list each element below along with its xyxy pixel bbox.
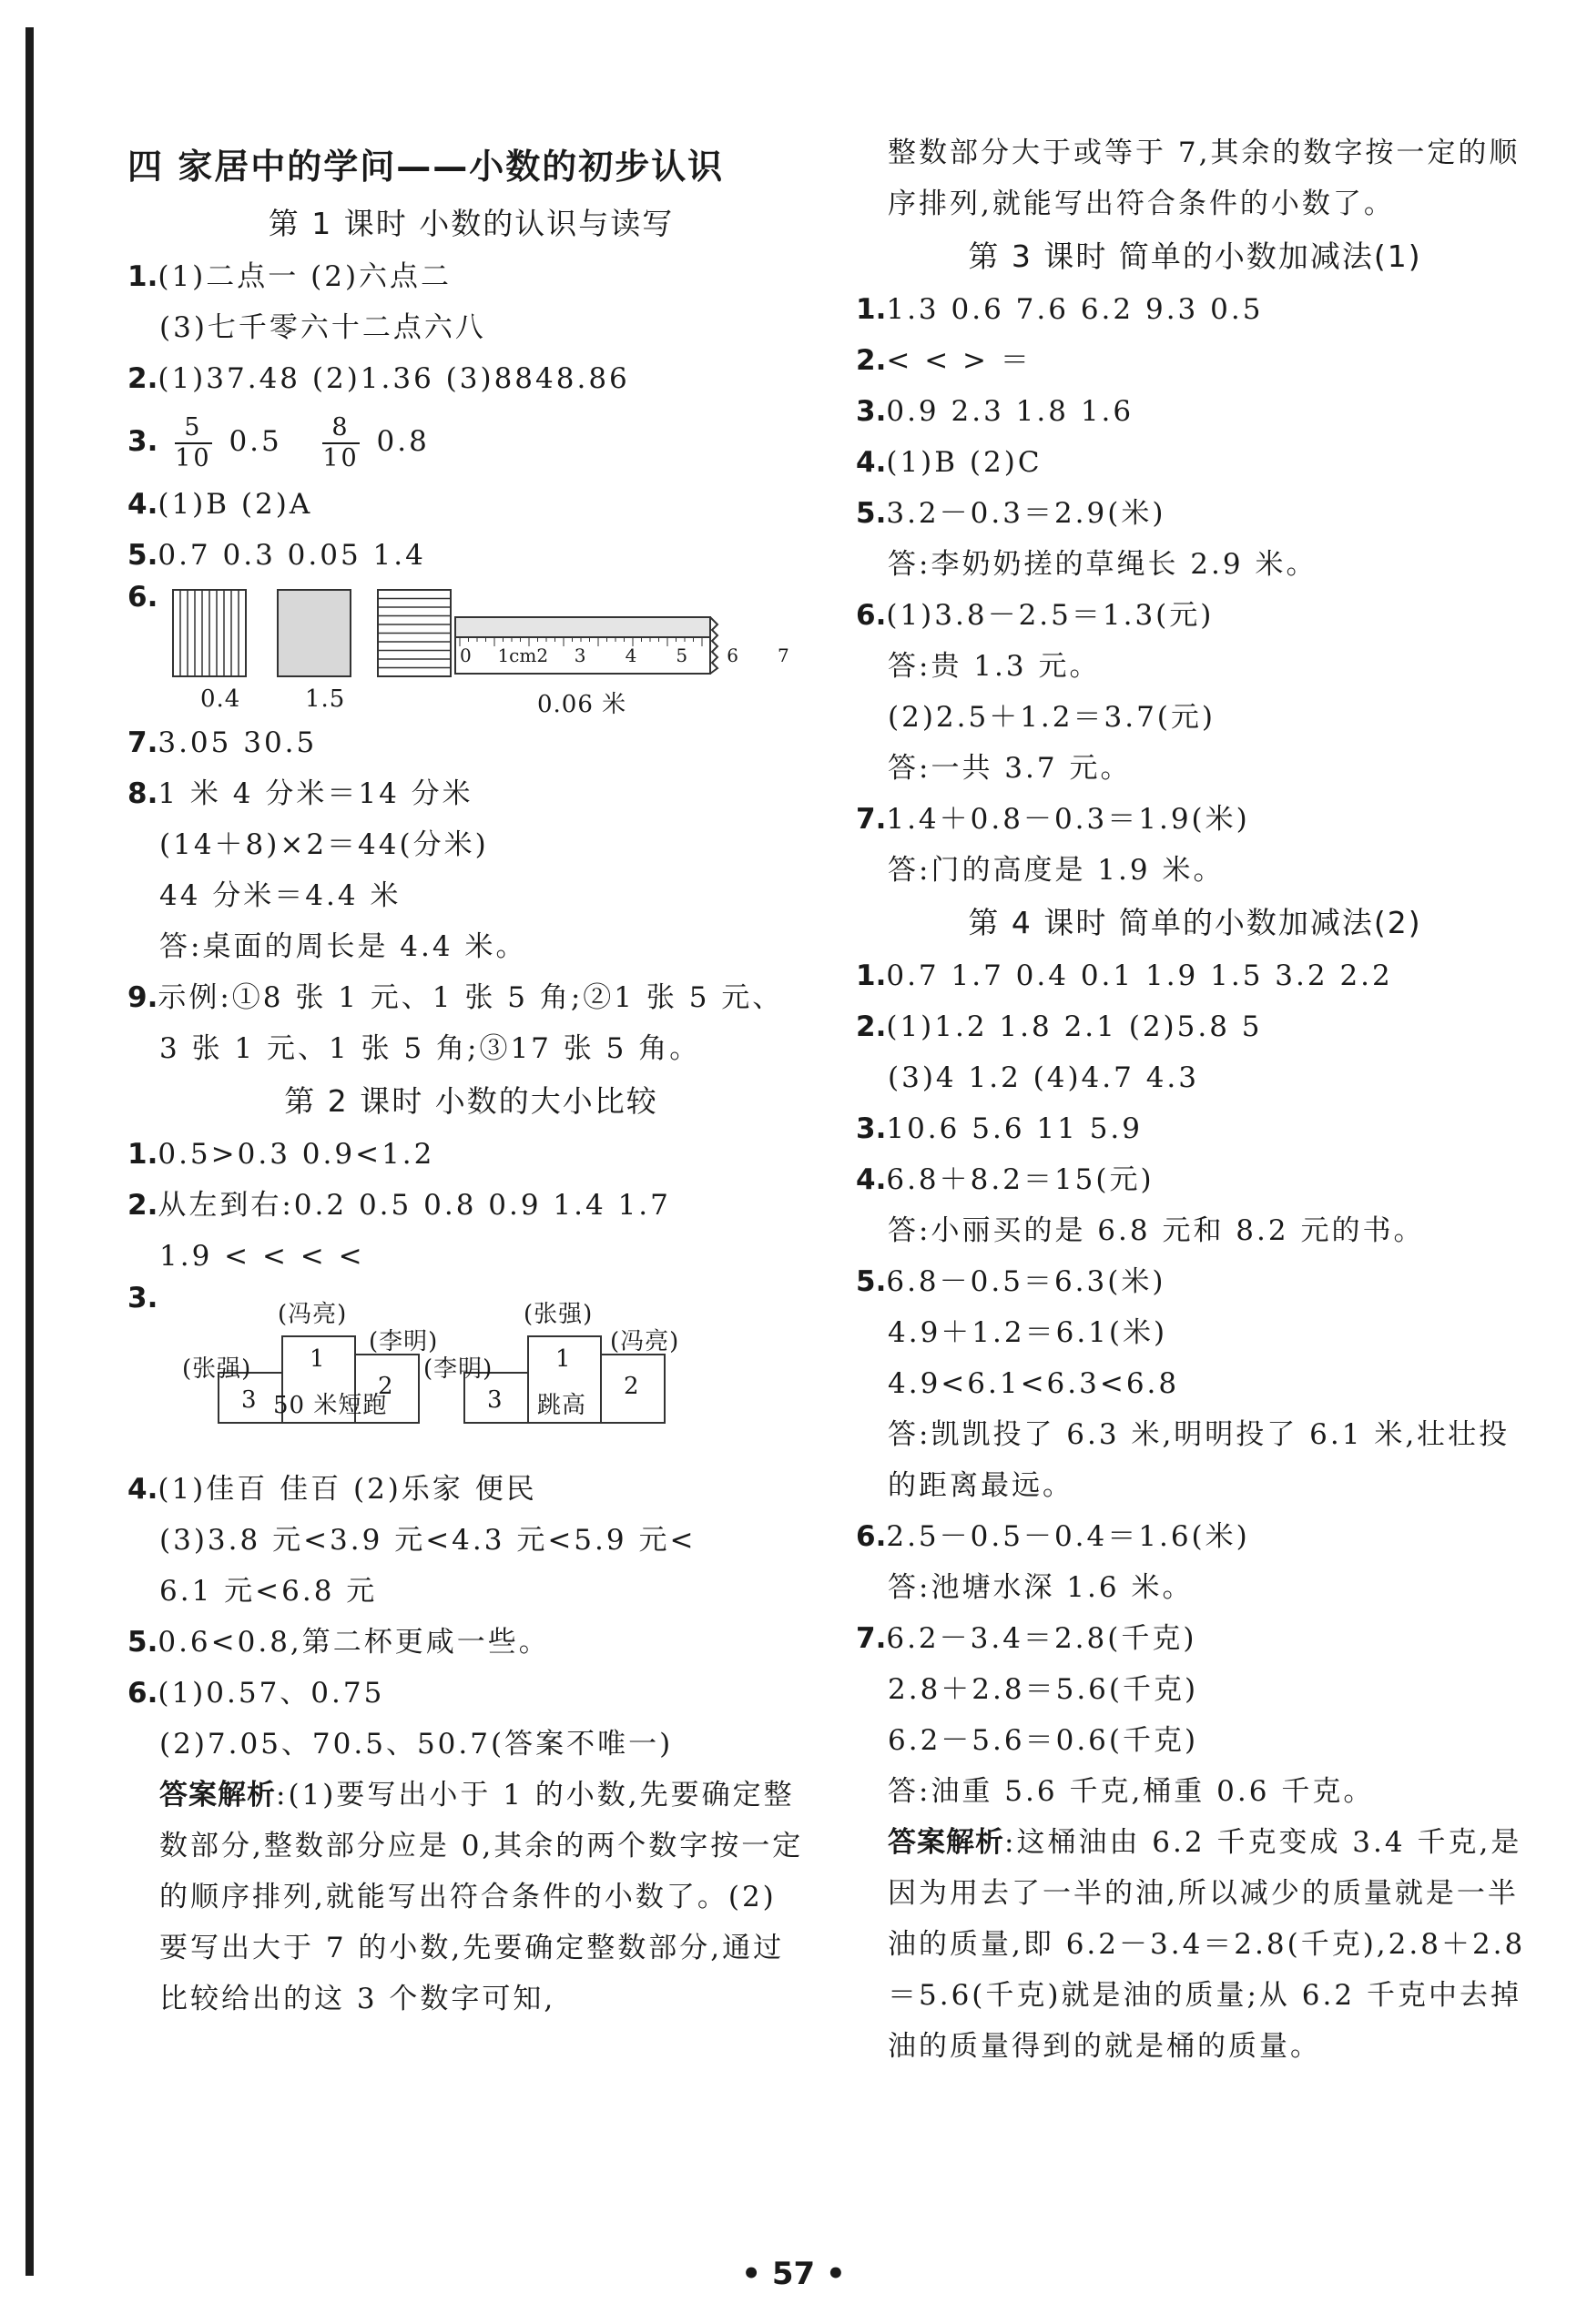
- right-rank-1: 1: [555, 1345, 572, 1373]
- l3-q6-c: (2)2.5＋1.2＝3.7(元): [888, 701, 1216, 734]
- l4-q2-b: (3)4 1.2 (4)4.7 4.3: [888, 1061, 1200, 1094]
- l1-q1: 1.(1)二点一 (2)六点二: [127, 260, 453, 293]
- left-third: (张强): [182, 1355, 252, 1383]
- l1-q6-figure: 6. 0.4 1.5 0.06 米 0 1cm2 3 4 5 6 7: [127, 581, 815, 717]
- lesson-3-title: 第 3 课时 简单的小数加减法(1): [968, 238, 1422, 274]
- l4-q6: 6.2.5－0.5－0.4＝1.6(米): [856, 1520, 1250, 1553]
- page-number: • 57 •: [741, 2256, 846, 2292]
- ruler-numbers: 0 1cm2 3 4 5 6 7: [460, 644, 789, 666]
- l1-q4: 4.(1)B (2)A: [127, 488, 313, 521]
- label-0.06m: 0.06 米: [537, 691, 627, 718]
- l4-q7: 7.6.2－3.4＝2.8(千克): [856, 1622, 1197, 1655]
- label-0.4: 0.4: [200, 685, 241, 713]
- right-second: (冯亮): [610, 1328, 680, 1355]
- l3-q7-b: 答:门的高度是 1.9 米。: [888, 854, 1225, 887]
- l4-q7-b: 2.8＋2.8＝5.6(千克): [888, 1673, 1199, 1706]
- left-first: (冯亮): [278, 1301, 348, 1328]
- right-event: 跳高: [537, 1392, 587, 1419]
- l3-q7: 7.1.4＋0.8－0.3＝1.9(米): [856, 803, 1250, 836]
- fraction: $\frac{5}{10}$: [175, 412, 212, 472]
- l4-q5-d: 答:凯凯投了 6.3 米,明明投了 6.1 米,壮壮投的距离最远。: [888, 1418, 1511, 1502]
- left-rank-2: 2: [378, 1373, 394, 1400]
- l1-q8-b: (14＋8)×2＝44(分米): [159, 828, 489, 861]
- left-rank-1: 1: [310, 1345, 326, 1373]
- left-column: [127, 137, 815, 2025]
- l4-q5-c: 4.9<6.1<6.3<6.8: [888, 1367, 1180, 1400]
- l2-q1: 1.0.5>0.3 0.9<1.2: [127, 1138, 435, 1171]
- l1-q9: 9.示例:①8 张 1 元、1 张 5 角;②1 张 5 元、: [127, 981, 784, 1014]
- left-event: 50 米短跑: [273, 1392, 388, 1419]
- l1-q7: 7.3.05 30.5: [127, 726, 318, 759]
- l1-q3: 3. $\frac{5}{10}$ 0.5 $\frac{8}{10}$ 0.8: [127, 412, 430, 472]
- l4-q1: 1.0.7 1.7 0.4 0.1 1.9 1.5 3.2 2.2: [856, 959, 1393, 992]
- right-rank-2: 2: [624, 1373, 640, 1400]
- l3-q5-b: 答:李奶奶搓的草绳长 2.9 米。: [888, 548, 1317, 581]
- l4-q3: 3.10.6 5.6 11 5.9: [856, 1112, 1143, 1145]
- l1-q1-cont: (3)七千零六十二点六八: [159, 311, 486, 344]
- l1-q8-d: 答:桌面的周长是 4.4 米。: [159, 930, 527, 963]
- l3-q6: 6.(1)3.8－2.5＝1.3(元): [856, 599, 1215, 632]
- continued-analysis: 整数部分大于或等于 7,其余的数字按一定的顺序排列,就能写出符合条件的小数了。: [888, 137, 1521, 220]
- unit-title: 四 家居中的学问——小数的初步认识: [127, 147, 725, 187]
- right-column: [856, 137, 1534, 2072]
- right-rank-3: 3: [487, 1386, 504, 1414]
- l4-q5-b: 4.9＋1.2＝6.1(米): [888, 1316, 1168, 1349]
- l2-q3-podiums: 3. (冯亮) (李明) (张强) 1 2 3 50 米短跑 (张强) (冯亮) (李明) 1 2 3 跳高: [127, 1282, 815, 1464]
- l3-q2: 2.< < > ＝: [856, 344, 1032, 377]
- l4-q4: 4.6.8＋8.2＝15(元): [856, 1163, 1155, 1196]
- grid-model-1.5: [278, 590, 451, 676]
- left-second: (李明): [369, 1328, 439, 1355]
- l2-analysis: 答案解析:(1)要写出小于 1 的小数,先要确定整数部分,整数部分应是 0,其余的两个数字按一定的顺序排列,就能写出符合条件的小数了。(2)要写出大于 7 的小数,先要确定整数部分,通过比较给出的这 3 个数字可知,: [159, 1779, 804, 2015]
- l1-q8-c: 44 分米＝4.4 米: [159, 879, 402, 912]
- grid-model-0.4: [173, 590, 246, 676]
- fraction: $\frac{8}{10}$: [322, 412, 360, 472]
- label-1.5: 1.5: [305, 685, 346, 713]
- l3-q4: 4.(1)B (2)C: [856, 446, 1043, 479]
- l1-q8: 8.1 米 4 分米＝14 分米: [127, 777, 473, 810]
- binding-strip: [25, 27, 34, 2276]
- l1-q2: 2.(1)37.48 (2)1.36 (3)8848.86: [127, 362, 630, 395]
- l1-q5: 5.0.7 0.3 0.05 1.4: [127, 539, 426, 572]
- l2-q2: 2.从左到右:0.2 0.5 0.8 0.9 1.4 1.7: [127, 1189, 671, 1222]
- l2-q4-b: (3)3.8 元<3.9 元<4.3 元<5.9 元<: [159, 1524, 697, 1557]
- l4-q7-c: 6.2－5.6＝0.6(千克): [888, 1724, 1199, 1757]
- right-third: (李明): [423, 1355, 493, 1383]
- left-rank-3: 3: [241, 1386, 258, 1414]
- l4-q2: 2.(1)1.2 1.8 2.1 (2)5.8 5: [856, 1010, 1263, 1043]
- l4-q7-d: 答:油重 5.6 千克,桶重 0.6 千克。: [888, 1775, 1375, 1808]
- l2-q4-c: 6.1 元<6.8 元: [159, 1575, 378, 1608]
- l3-q6-b: 答:贵 1.3 元。: [888, 650, 1101, 683]
- l4-analysis: 答案解析:这桶油由 6.2 千克变成 3.4 千克,是因为用去了一半的油,所以减少的质量就是一半油的质量,即 6.2－3.4＝2.8(千克),2.8＋2.8＝5.6(千克)就是油的质量;从 6.2 千克中去掉油的质量得到的就是桶的质量。: [888, 1826, 1526, 2063]
- l2-q5: 5.0.6<0.8,第二杯更咸一些。: [127, 1626, 550, 1659]
- l4-q5: 5.6.8－0.5＝6.3(米): [856, 1265, 1166, 1298]
- l3-q5: 5.3.2－0.3＝2.9(米): [856, 497, 1166, 530]
- l2-q6: 6.(1)0.57、0.75: [127, 1677, 385, 1710]
- l2-q6-b: (2)7.05、70.5、50.7(答案不唯一): [159, 1728, 674, 1761]
- lesson-2-title: 第 2 课时 小数的大小比较: [284, 1083, 658, 1119]
- l4-q4-b: 答:小丽买的是 6.8 元和 8.2 元的书。: [888, 1214, 1425, 1247]
- right-first: (张强): [524, 1301, 594, 1328]
- lesson-1-title: 第 1 课时 小数的认识与读写: [268, 206, 675, 241]
- l3-q3: 3.0.9 2.3 1.8 1.6: [856, 395, 1134, 428]
- l3-q6-d: 答:一共 3.7 元。: [888, 752, 1132, 785]
- l2-q2-b: 1.9 < < < <: [159, 1240, 365, 1273]
- l2-q4: 4.(1)佳百 佳百 (2)乐家 便民: [127, 1473, 537, 1506]
- lesson-4-title: 第 4 课时 简单的小数加减法(2): [968, 905, 1422, 940]
- l1-q9-b: 3 张 1 元、1 张 5 角;③17 张 5 角。: [159, 1032, 701, 1065]
- l3-q1: 1.1.3 0.6 7.6 6.2 9.3 0.5: [856, 293, 1264, 326]
- l4-q6-b: 答:池塘水深 1.6 米。: [888, 1571, 1194, 1604]
